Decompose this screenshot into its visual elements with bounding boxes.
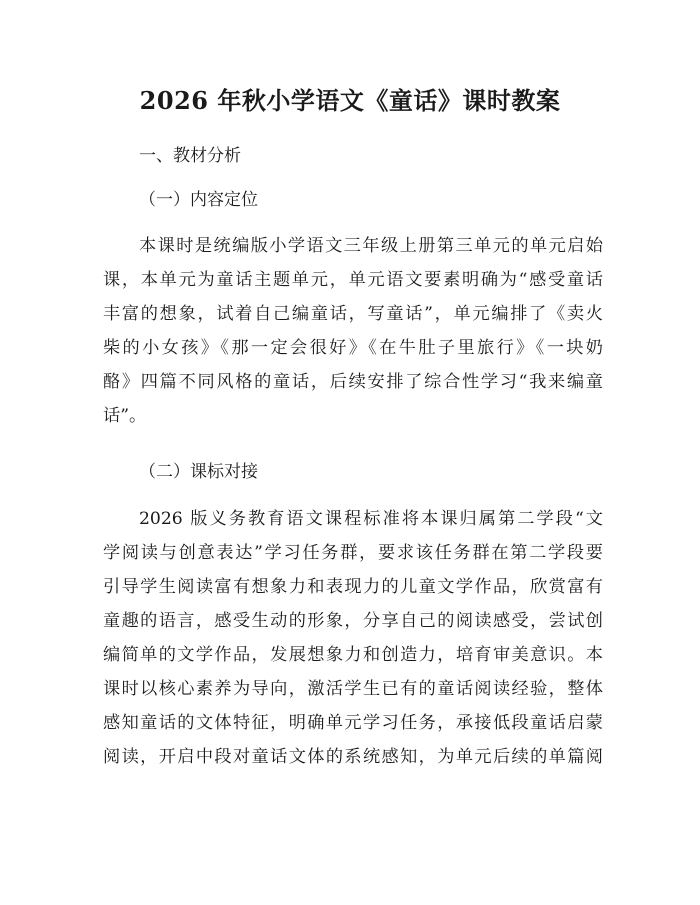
paragraph-line: 本课时是统编版小学语文三年级上册第三单元的单元启始 (139, 236, 603, 256)
paragraph-line: 童趣的语言，感受生动的形象，分享自己的阅读感受，尝试创 (103, 611, 603, 631)
paragraph-line: 2026 版义务教育语文课程标准将本课归属第二学段“文 (139, 509, 603, 529)
document-title: 2026 年秋小学语文《童话》课时教案 (139, 86, 561, 115)
subsection-heading-curriculum-standards: （二）课标对接 (139, 462, 258, 482)
paragraph-line: 丰富的想象，试着自己编童话，写童话”，单元编排了《卖火 (103, 304, 603, 324)
paragraph-line: 课时以核心素养为导向，激活学生已有的童话阅读经验，整体 (103, 679, 603, 699)
paragraph-line: 引导学生阅读富有想象力和表现力的儿童文学作品，欣赏富有 (103, 577, 603, 597)
subsection-heading-content-positioning: （一）内容定位 (139, 190, 258, 210)
paragraph-curriculum-standards (103, 502, 603, 774)
paragraph-line: 课，本单元为童话主题单元，单元语文要素明确为“感受童话 (103, 270, 603, 290)
paragraph-line: 柴的小女孩》《那一定会很好》《在牛肚子里旅行》《一块奶 (103, 338, 603, 358)
paragraph-line: 酪》四篇不同风格的童话，后续安排了综合性学习“我来编童 (103, 372, 603, 392)
paragraph-content-positioning (103, 229, 603, 433)
paragraph-line: 阅读，开启中段对童话文体的系统感知，为单元后续的单篇阅 (103, 747, 603, 767)
paragraph-line: 学阅读与创意表达”学习任务群，要求该任务群在第二学段要 (103, 543, 603, 563)
paragraph-line: 话”。 (103, 406, 147, 426)
section-heading-materials-analysis: 一、教材分析 (139, 146, 241, 166)
paragraph-line: 感知童话的文体特征，明确单元学习任务，承接低段童话启蒙 (103, 713, 603, 733)
paragraph-line: 编简单的文学作品，发展想象力和创造力，培育审美意识。本 (103, 645, 603, 665)
